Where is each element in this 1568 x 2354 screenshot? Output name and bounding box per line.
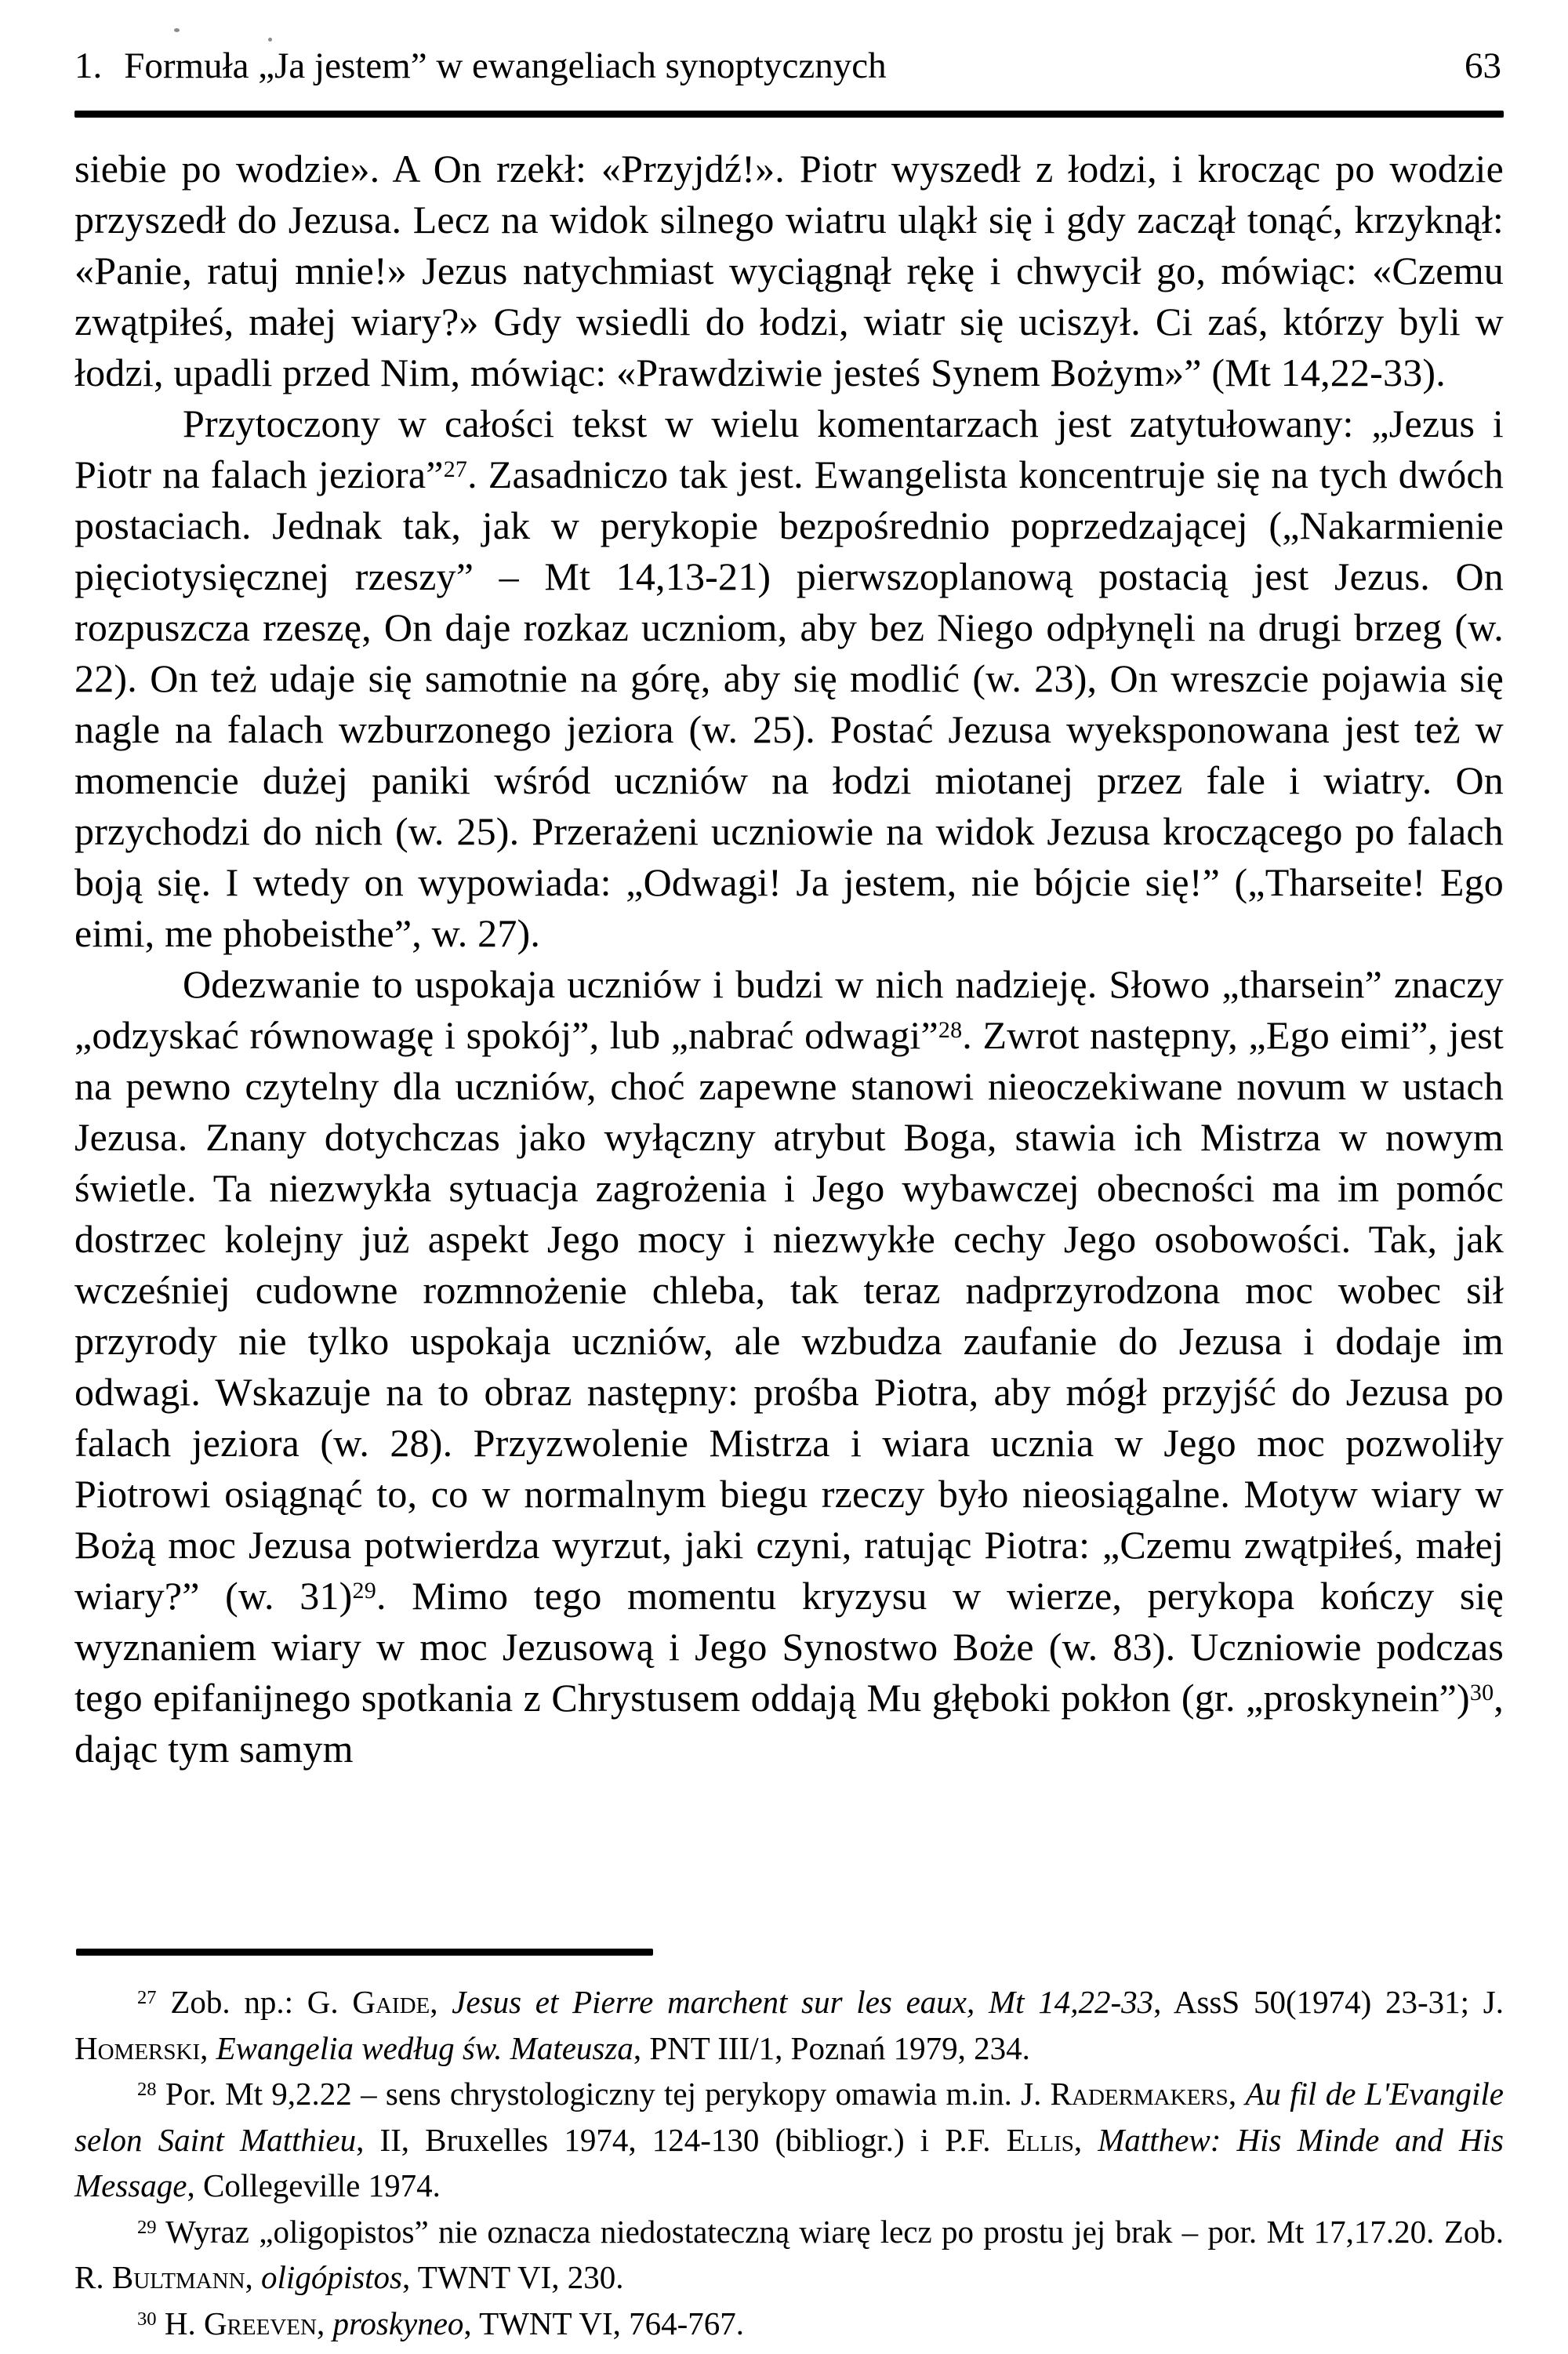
footnotes	[74, 1979, 1504, 2346]
running-head-title: Formuła „Ja jestem” w ewangeliach synoptycznych	[124, 45, 887, 86]
scan-artifact-speck	[268, 38, 272, 42]
page-header	[74, 45, 1501, 86]
scan-artifact-speck	[174, 28, 180, 32]
header-rule	[74, 111, 1504, 118]
running-head-title-group	[74, 45, 887, 86]
footnote-28: $^{28}$ Por. Mt 9,2.22 – sens chrystologiczny tej perykopy omawia m.in. J. Radermakers, Au fil de L'Evangile selon Saint Matthieu, II, Bruxelles 1974, 124-130 (bibliogr.) i P.F. Ellis, Matthew: His Minde and His Message, Collegeville 1974.	[74, 2076, 1504, 2203]
footnote-27: $^{27}$ Zob. np.: G. Gaide, Jesus et Pierre marchent sur les eaux, Mt 14,22-33, AssS 50(1974) 23-31; J. Homerski, Ewangelia według św. Mateusza, PNT III/1, Poznań 1979, 234.	[74, 1984, 1504, 2066]
footnote-30: $^{30}$ H. Greeven, proskyneo, TWNT VI, 764-767.	[137, 2305, 745, 2341]
page-number: 63	[1465, 45, 1501, 86]
footnote-29: $^{29}$ Wyraz „oligopistos” nie oznacza niedostateczną wiarę lecz po prostu jej brak – por. Mt 17,17.20. Zob. R. Bultmann, oligópistos, TWNT VI, 230.	[74, 2213, 1504, 2295]
body-text	[74, 143, 1504, 1775]
section-number: 1.	[74, 45, 103, 86]
paragraph-1: siebie po wodzie». A On rzekł: «Przyjdź!». Piotr wyszedł z łodzi, i krocząc po wodzie przyszedł do Jezusa. Lecz na widok silnego wiatru uląkł się i gdy zaczął tonąć, krzyknął: «Panie, ratuj mnie!» Jezus natychmiast wyciągnął rękę i chwycił go, mówiąc: «Czemu zwątpiłeś, małej wiary?» Gdy wsiedli do łodzi, wiatr się uciszył. Ci zaś, którzy byli w łodzi, upadli przed Nim, mówiąc: «Prawdziwie jesteś Synem Bożym»” (Mt 14,22-33).	[74, 147, 1504, 394]
paragraph-3: Odezwanie to uspokaja uczniów i budzi w nich nadzieję. Słowo „tharsein” znaczy „odzyskać równowagę i spokój”, lub „nabrać odwagi”$^{28}$. Zwrot następny, „Ego eimi”, jest na pewno czytelny dla uczniów, choć zapewne stanowi nieoczekiwane novum w ustach Jezusa. Znany dotychczas jako wyłączny atrybut Boga, stawia ich Mistrza w nowym świetle. Ta niezwykła sytuacja zagrożenia i Jego wybawczej obecności ma im pomóc dostrzec kolejny już aspekt Jego mocy i niezwykłe cechy Jego osobowości. Tak, jak wcześniej cudowne rozmnożenie chleba, tak teraz nadprzyrodzona moc wobec sił przyrody nie tylko uspokaja uczniów, ale wzbudza zaufanie do Jezusa i dodaje im odwagi. Wskazuje na to obraz następny: prośba Piotra, aby mógł przyjść do Jezusa po falach jeziora (w. 28). Przyzwolenie Mistrza i wiara ucznia w Jego moc pozwoliły Piotrowi osiągnąć to, co w normalnym biegu rzeczy było nieosiągalne. Motyw wiary w Bożą moc Jezusa potwierdza wyrzut, jaki czyni, ratując Piotra: „Czemu zwątpiłeś, małej wiary?” (w. 31)$^{29}$. Mimo tego momentu kryzysu w wierze, perykopa kończy się wyznaniem wiary w moc Jezusową i Jego Synostwo Boże (w. 83). Uczniowie podczas tego epifanijnego spotkania z Chrystusem oddają Mu głęboki pokłon (gr. „proskynein”)$^{30}$, dając tym samym	[74, 962, 1504, 1771]
footnote-separator	[76, 1949, 653, 1956]
paragraph-2: Przytoczony w całości tekst w wielu komentarzach jest zatytułowany: „Jezus i Piotr na falach jeziora”$^{27}$. Zasadniczo tak jest. Ewangelista koncentruje się na tych dwóch postaciach. Jednak tak, jak w perykopie bezpośrednio poprzedzającej („Nakarmienie pięciotysięcznej rzeszy” – Mt 14,13-21) pierwszoplanową postacią jest Jezus. On rozpuszcza rzeszę, On daje rozkaz uczniom, aby bez Niego odpłynęli na drugi brzeg (w. 22). On też udaje się samotnie na górę, aby się modlić (w. 23), On wreszcie pojawia się nagle na falach wzburzonego jeziora (w. 25). Postać Jezusa wyeksponowana jest też w momencie dużej paniki wśród uczniów na łodzi miotanej przez fale i wiatry. On przychodzi do nich (w. 25). Przerażeni uczniowie na widok Jezusa kroczącego po falach boją się. I wtedy on wypowiada: „Odwagi! Ja jestem, nie bójcie się!” („Tharseite! Ego eimi, me phobeisthe”, w. 27).	[74, 401, 1504, 955]
